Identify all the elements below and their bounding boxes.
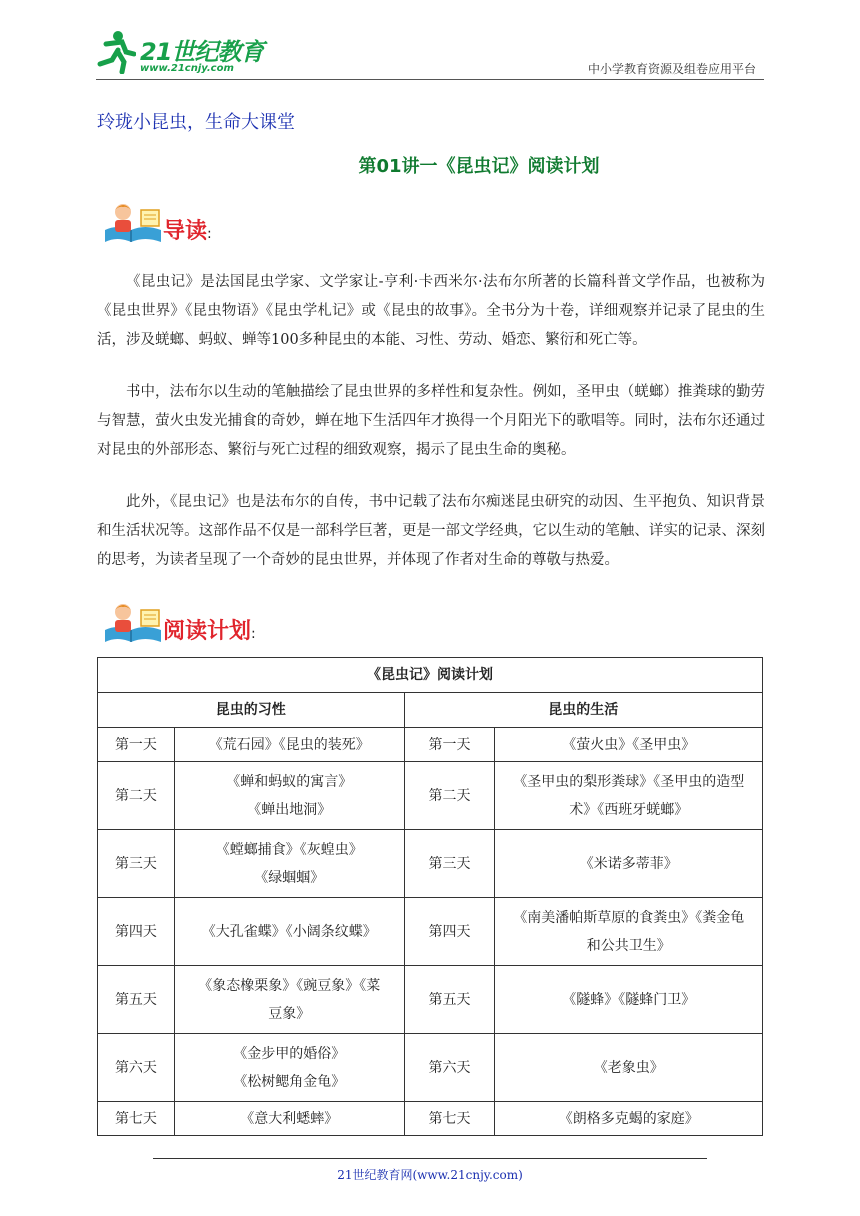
life-chapters-cell xyxy=(495,1102,763,1136)
intro-paragraph-1: 《昆虫记》是法国昆虫学家、文学家让-亨利·卡西米尔·法布尔所著的长篇科普文学作品，也被称为《昆虫世界》《昆虫物语》《昆虫学札记》或《昆虫的故事》。全书分为十卷，详细观察并记录了昆虫的生活，涉及蜣螂、蚂蚁、蝉等100多种昆虫的本能、习性、劳动、婚恋、繁衍和死亡等。 xyxy=(97,274,765,348)
habit-chapters-cell-line: 《蝉出地洞》 xyxy=(247,801,332,818)
table-row xyxy=(98,728,763,762)
habit-chapters-cell-line: 《象态橡栗象》《豌豆象》《菜 xyxy=(198,977,381,994)
habit-chapters-cell-line: 《荒石园》《昆虫的装死》 xyxy=(208,736,370,753)
habit-chapters-cell xyxy=(174,762,404,830)
life-chapters-cell-line: 《朗格多克蝎的家庭》 xyxy=(558,1110,699,1127)
day-cell: 第四天 xyxy=(98,898,175,966)
table-row xyxy=(98,966,763,1034)
logo-url: www.21cnjy.com xyxy=(140,63,234,74)
habit-chapters-cell-line: 《意大利蟋蟀》 xyxy=(240,1110,339,1127)
footer-source[interactable]: 21世纪教育网(www.21cnjy.com) xyxy=(337,1168,523,1182)
life-chapters-cell-line: 《老象虫》 xyxy=(593,1059,664,1076)
day-cell: 第七天 xyxy=(98,1102,175,1136)
day-cell: 第四天 xyxy=(404,898,495,966)
intro-label: 导读: xyxy=(163,219,212,244)
habit-chapters-cell-line: 《螳螂捕食》《灰蝗虫》 xyxy=(215,841,363,858)
life-chapters-cell-line: 《萤火虫》《圣甲虫》 xyxy=(562,736,696,753)
habit-chapters-cell-line: 豆象》 xyxy=(268,1005,311,1022)
footer-divider xyxy=(153,1158,707,1159)
logo-text: 21世纪教育 xyxy=(140,38,264,66)
intro-paragraph-3: 此外，《昆虫记》也是法布尔的自传，书中记载了法布尔痴迷昆虫研究的动因、生平抱负、知识背景和生活状况等。这部作品不仅是一部科学巨著，更是一部文学经典，它以生动的笔触、详实的记录、深刻的思考，为读者呈现了一个奇妙的昆虫世界，并体现了作者对生命的尊敬与热爱。 xyxy=(97,494,765,568)
day-cell: 第五天 xyxy=(404,966,495,1034)
life-chapters-cell-line: 《圣甲虫的梨形粪球》《圣甲虫的造型 xyxy=(513,773,745,790)
life-chapters-cell xyxy=(495,966,763,1034)
table-header-row xyxy=(98,693,763,728)
habit-chapters-cell xyxy=(174,966,404,1034)
lecture-title: 第01讲一《昆虫记》阅读计划 xyxy=(358,156,600,177)
life-chapters-cell-line: 《隧蜂》《隧蜂门卫》 xyxy=(562,991,696,1008)
table-title-row xyxy=(98,658,763,693)
habit-chapters-cell xyxy=(174,728,404,762)
runner-logo-icon xyxy=(96,30,136,74)
habit-chapters-cell-line: 《大孔雀蝶》《小阔条纹蝶》 xyxy=(201,923,377,940)
day-cell: 第二天 xyxy=(404,762,495,830)
habit-chapters-cell-line: 《金步甲的婚俗》 xyxy=(233,1045,346,1062)
reading-plan-table xyxy=(97,657,763,1136)
day-cell: 第一天 xyxy=(98,728,175,762)
left-column-header: 昆虫的习性 xyxy=(98,693,405,728)
life-chapters-cell xyxy=(495,898,763,966)
habit-chapters-cell-line: 《蝉和蚂蚁的寓言》 xyxy=(226,773,353,790)
platform-name: 中小学教育资源及组卷应用平台 xyxy=(587,62,756,76)
reading-kid-icon xyxy=(103,600,163,646)
habit-chapters-cell xyxy=(174,1034,404,1102)
table-row xyxy=(98,1034,763,1102)
day-cell: 第六天 xyxy=(98,1034,175,1102)
header-divider xyxy=(96,79,764,80)
habit-chapters-cell-line: 《绿蝈蝈》 xyxy=(254,869,325,886)
intro-paragraph-2: 书中，法布尔以生动的笔触描绘了昆虫世界的多样性和复杂性。例如，圣甲虫（蜣螂）推粪球的勤劳与智慧，萤火虫发光捕食的奇妙，蝉在地下生活四年才换得一个月阳光下的歌唱等。同时，法布尔还通过对昆虫的外部形态、繁衍与死亡过程的细致观察，揭示了昆虫生命的奥秘。 xyxy=(97,384,765,458)
table-row xyxy=(98,762,763,830)
life-chapters-cell xyxy=(495,830,763,898)
table-title: 《昆虫记》阅读计划 xyxy=(98,658,763,693)
life-chapters-cell-line: 《南美潘帕斯草原的食粪虫》《粪金龟 xyxy=(513,909,745,926)
right-column-header: 昆虫的生活 xyxy=(404,693,762,728)
habit-chapters-cell xyxy=(174,898,404,966)
site-logo[interactable] xyxy=(96,30,266,80)
life-chapters-cell-line: 和公共卫生》 xyxy=(586,937,671,954)
habit-chapters-cell xyxy=(174,1102,404,1136)
life-chapters-cell-line: 术》《西班牙蜣螂》 xyxy=(569,801,689,818)
life-chapters-cell xyxy=(495,728,763,762)
day-cell: 第五天 xyxy=(98,966,175,1034)
plan-label: 阅读计划: xyxy=(163,619,256,644)
day-cell: 第二天 xyxy=(98,762,175,830)
life-chapters-cell xyxy=(495,762,763,830)
reading-kid-icon xyxy=(103,200,163,246)
life-chapters-cell xyxy=(495,1034,763,1102)
page-header xyxy=(0,0,860,90)
day-cell: 第七天 xyxy=(404,1102,495,1136)
table-row xyxy=(98,830,763,898)
table-row xyxy=(98,898,763,966)
day-cell: 第六天 xyxy=(404,1034,495,1102)
life-chapters-cell-line: 《米诺多蒂菲》 xyxy=(579,855,678,872)
series-title: 玲珑小昆虫，生命大课堂 xyxy=(97,112,295,133)
habit-chapters-cell xyxy=(174,830,404,898)
day-cell: 第三天 xyxy=(404,830,495,898)
day-cell: 第三天 xyxy=(98,830,175,898)
habit-chapters-cell-line: 《松树鳃角金龟》 xyxy=(233,1073,346,1090)
day-cell: 第一天 xyxy=(404,728,495,762)
table-row xyxy=(98,1102,763,1136)
